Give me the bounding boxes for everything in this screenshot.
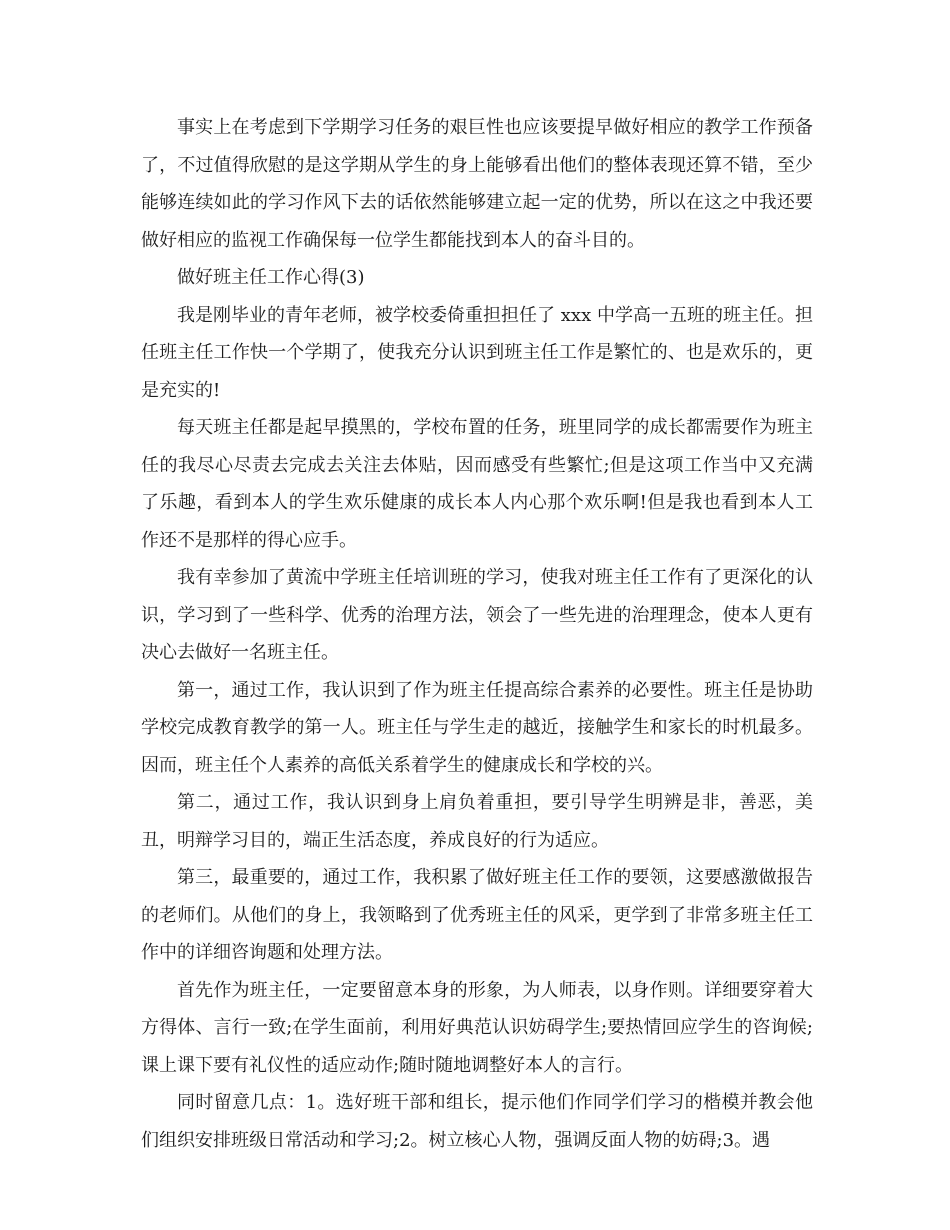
paragraph-1: 事实上在考虑到下学期学习任务的艰巨性也应该要提早做好相应的教学工作预备了，不过值得欣慰的是这学期从学生的身上能够看出他们的整体表现还算不错，至少能够连续如此的学习作风下去的话依然能够建立起一定的优势，所以在这之中我还要做好相应的监视工作确保每一位学生都能找到本人的奋斗目的。	[141, 117, 813, 251]
paragraph-4: 我有幸参加了黄流中学班主任培训班的学习，使我对班主任工作有了更深化的认识，学习到了一些科学、优秀的治理方法，领会了一些先进的治理理念，使本人更有决心去做好一名班主任。	[141, 567, 813, 663]
paragraph-9: 同时留意几点：1。选好班干部和组长，提示他们作同学们学习的楷模并教会他们组织安排班级日常活动和学习;2。树立核心人物，强调反面人物的妨碍;3。遇	[141, 1092, 813, 1151]
section-heading: 做好班主任工作心得(3)	[177, 267, 365, 288]
paragraph-3: 每天班主任都是起早摸黑的，学校布置的任务，班里同学的成长都需要作为班主任的我尽心尽责去完成去关注去体贴，因而感受有些繁忙;但是这项工作当中又充满了乐趣，看到本人的学生欢乐健康的成长本人内心那个欢乐啊!但是我也看到本人工作还不是那样的得心应手。	[141, 417, 813, 551]
paragraph-5: 第一，通过工作，我认识到了作为班主任提高综合素养的必要性。班主任是协助学校完成教育教学的第一人。班主任与学生走的越近，接触学生和家长的时机最多。因而，班主任个人素养的高低关系着学生的健康成长和学校的兴。	[141, 679, 813, 776]
paragraph-7: 第三，最重要的，通过工作，我积累了做好班主任工作的要领，这要感激做报告的老师们。从他们的身上，我领略到了优秀班主任的风采，更学到了非常多班主任工作中的详细咨询题和处理方法。	[141, 867, 813, 963]
paragraph-6: 第二，通过工作，我认识到身上肩负着重担，要引导学生明辨是非，善恶，美丑，明辩学习目的，端正生活态度，养成良好的行为适应。	[141, 792, 813, 851]
paragraph-2: 我是刚毕业的青年老师，被学校委倚重担担任了 xxx 中学高一五班的班主任。担任班主任工作快一个学期了，使我充分认识到班主任工作是繁忙的、也是欢乐的，更是充实的!	[141, 304, 813, 401]
paragraph-8: 首先作为班主任，一定要留意本身的形象，为人师表，以身作则。详细要穿着大方得体、言行一致;在学生面前，利用好典范认识妨碍学生;要热情回应学生的咨询候;课上课下要有礼仪性的适应动作;随时随地调整好本人的言行。	[141, 979, 813, 1076]
document-body	[141, 109, 813, 1159]
